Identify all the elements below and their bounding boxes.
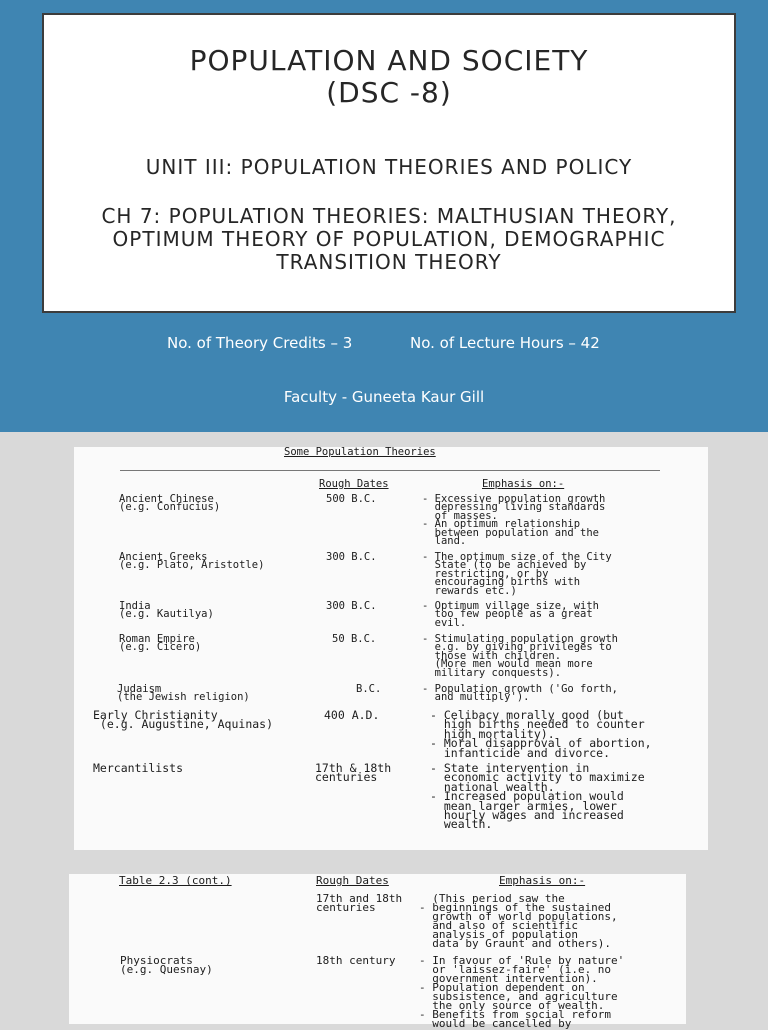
table-row-date: B.C. (356, 683, 382, 695)
column-header-dates: Rough Dates (319, 478, 389, 490)
population-theories-table-continued (69, 874, 686, 1030)
table-row-name: Mercantilists (93, 761, 184, 775)
table-row-name: Physiocrats (e.g. Quesnay) (120, 954, 213, 976)
table-row-date: 300 B.C. (326, 551, 377, 563)
table-row-date: 500 B.C. (326, 493, 377, 505)
chapter-heading: CH 7: POPULATION THEORIES: MALTHUSIAN THEORY, OPTIMUM THEORY OF POPULATION, DEMOGRAPHIC TRANSITION THEORY (101, 204, 677, 274)
table-row-emphasis: - Stimulating population growth e.g. by giving privileges to those with children. (More men would mean more military conquests). (422, 633, 618, 679)
column-header-dates: Rough Dates (316, 874, 389, 887)
table-row-date: 50 B.C. (332, 633, 377, 645)
table-row-name: Ancient Chinese (e.g. Confucius) (119, 493, 221, 514)
slide-header (0, 0, 768, 432)
title-box (42, 13, 736, 313)
table-row-name: Early Christianity (e.g. Augustine, Aquinas) (93, 708, 274, 732)
table-row-name: Roman Empire (e.g. Cicero) (119, 633, 202, 654)
table-row-emphasis: - The optimum size of the City State (to be achieved by restricting, or by encouraging births with rewards etc.) (422, 551, 612, 597)
table-row-emphasis: - In favour of 'Rule by nature' or 'laissez-faire' (i.e. no government intervention). - Population dependent on subsistence, and agriculture the only source of wealth. - Benefits from social reform would be cancelled by (419, 954, 625, 1030)
theory-credits: No. of Theory Credits – 3 (167, 334, 353, 352)
unit-heading: UNIT III: POPULATION THEORIES AND POLICY (145, 155, 633, 179)
table-row-emphasis: - Optimum village size, with too few people as a great evil. (422, 600, 600, 629)
lecture-hours: No. of Lecture Hours – 42 (410, 334, 600, 352)
population-theories-table (74, 447, 708, 850)
table-row-emphasis: - Celibacy morally good (but high births needed to counter high mortality). - Moral disapproval of abortion, infanticide and divorce. (430, 708, 652, 760)
table-row-name: India (e.g. Kautilya) (119, 600, 214, 621)
table-row-date: 17th & 18th centuries (315, 761, 392, 785)
table-row-emphasis: - State intervention in economic activity to maximize national wealth. - Increased population would mean larger armies, lower hourly wages and increased wealth. (430, 761, 645, 832)
table-title: Table 2.3 (cont.) (119, 874, 232, 887)
table-row-date: 17th and 18th centuries (316, 892, 403, 914)
slide-title: POPULATION AND SOCIETY (DSC -8) (189, 44, 589, 109)
table-title: Some Population Theories (284, 446, 436, 458)
table-row-emphasis: - Population growth ('Go forth, and multiply'). (422, 683, 618, 704)
table-row-date: 18th century (316, 954, 396, 967)
column-header-emphasis: Emphasis on:- (482, 478, 565, 490)
table-row-date: 400 A.D. (324, 708, 380, 722)
table-row-name: Ancient Greeks (e.g. Plato, Aristotle) (119, 551, 265, 572)
table-row-date: 300 B.C. (326, 600, 377, 612)
table-row-emphasis: (This period saw the - beginnings of the sustained growth of world populations, and also of scientific analysis of population data by Graunt and others). (419, 892, 618, 950)
table-row-emphasis: - Excessive population growth depressing living standards of masses. - An optimum relationship between population and the land. (422, 493, 606, 548)
table-row-name: Judaism (the Jewish religion) (117, 683, 250, 704)
column-header-emphasis: Emphasis on:- (499, 874, 586, 887)
faculty-name: Faculty - Guneeta Kaur Gill (283, 388, 485, 406)
table-rule (120, 470, 660, 471)
